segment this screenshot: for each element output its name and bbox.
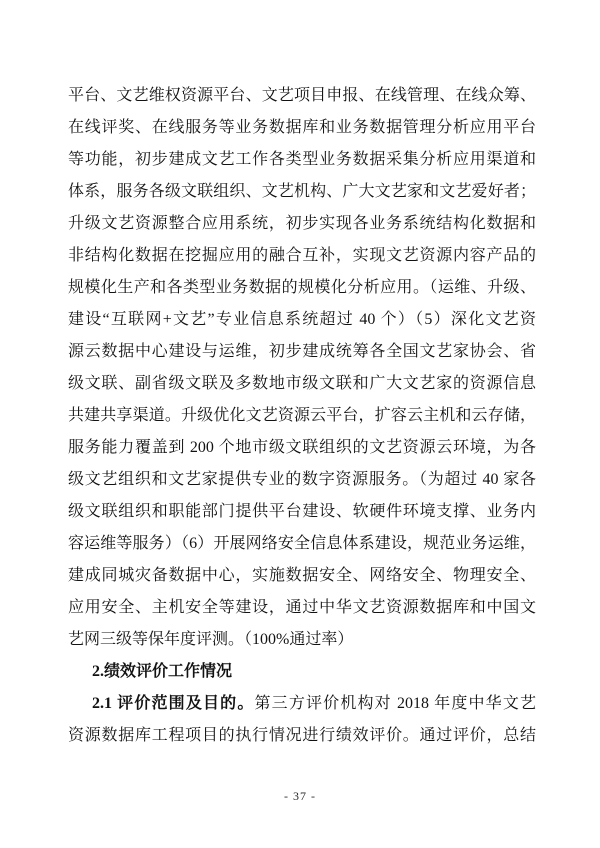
text-line: 资源数据库工程项目的执行情况进行绩效评价。通过评价，总结 xyxy=(68,727,536,744)
text-line: 级文联组织和职能部门提供平台建设、软硬件环境支撑、业务内 xyxy=(68,503,536,520)
text-line: 等功能，初步建成文艺工作各类型业务数据采集分析应用渠道和 xyxy=(68,151,536,168)
text-line: 平台、文艺维权资源平台、文艺项目申报、在线管理、在线众筹、 xyxy=(68,87,536,104)
section-heading: 2.绩效评价工作情况 xyxy=(92,663,233,680)
text-line: 共建共享渠道。升级优化文艺资源云平台，扩容云主机和云存储， xyxy=(68,407,536,424)
text-line xyxy=(68,688,536,720)
text-line: 建设“互联网+文艺”专业信息系统超过 40 个）（5）深化文艺资 xyxy=(68,311,536,328)
text-line: 服务能力覆盖到 200 个地市级文联组织的文艺资源云环境，为各 xyxy=(68,439,536,456)
text-line: 艺网三级等保年度评测。（100%通过率） xyxy=(68,631,354,648)
text-line: 规模化生产和各类型业务数据的规模化分析应用。（运维、升级、 xyxy=(68,279,536,296)
text-line: 升级文艺资源整合应用系统，初步实现各业务系统结构化数据和 xyxy=(68,215,536,232)
text-line: 建成同城灾备数据中心，实施数据安全、网络安全、物理安全、 xyxy=(68,567,536,584)
text-line: 体系，服务各级文联组织、文艺机构、广大文艺家和文艺爱好者； xyxy=(68,183,536,200)
text-line: 级文艺组织和文艺家提供专业的数字资源服务。（为超过 40 家各 xyxy=(68,471,536,488)
text-line: 在线评奖、在线服务等业务数据库和业务数据管理分析应用平台 xyxy=(68,119,536,136)
text-line: 容运维等服务）（6）开展网络安全信息体系建设，规范业务运维， xyxy=(68,535,536,552)
text-line: 级文联、副省级文联及多数地市级文联和广大文艺家的资源信息 xyxy=(68,375,536,392)
text-line: 非结构化数据在挖掘应用的融合互补，实现文艺资源内容产品的 xyxy=(68,247,536,264)
subsection-label: 2.1 评价范围及目的。 xyxy=(92,695,255,712)
text-line: 应用安全、主机安全等建设，通过中华文艺资源数据库和中国文 xyxy=(68,599,536,616)
document-content xyxy=(68,80,536,752)
text-line: 源云数据中心建设与运维，初步建成统筹各全国文艺家协会、省 xyxy=(68,343,536,360)
page-number: - 37 - xyxy=(284,789,316,803)
subsection-text: 第三方评价机构对 2018 年度中华文艺 xyxy=(254,695,536,712)
